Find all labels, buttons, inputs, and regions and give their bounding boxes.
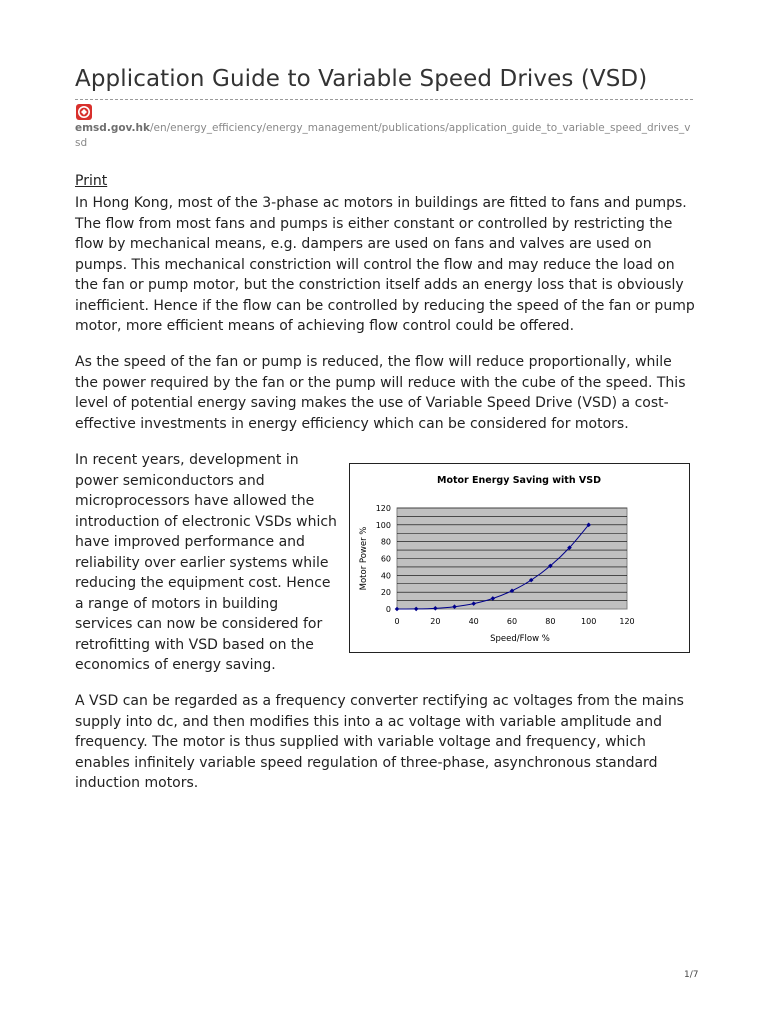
- paragraph-energy-saving: As the speed of the fan or pump is reduced, the flow will reduce proportionally, while the power required by the fan or the pump will reduce with the cube of the speed. This level of potential energy saving makes the use of Variable Speed Drive (VSD) a cost-effective investments in energy efficiency which can be considered for motors.: [75, 354, 686, 432]
- y-tick-label: 120: [375, 504, 391, 513]
- x-tick-label: 60: [506, 617, 518, 626]
- paragraph-vsd-definition: A VSD can be regarded as a frequency converter rectifying ac voltages from the mains supply into dc, and then modifies this into a ac voltage with variable amplitude and frequency. The motor is thus supplied with variable voltage and frequency, which enables infinitely variable speed regulation of three-phase, asynchronous standard induction motors.: [75, 693, 684, 791]
- y-tick-label: 40: [380, 571, 391, 581]
- source-domain[interactable]: emsd.gov.hk: [75, 122, 150, 134]
- y-tick-label: 80: [380, 537, 391, 547]
- x-tick-label: 80: [545, 617, 556, 626]
- title-divider: [75, 99, 693, 100]
- paragraph-recent-years: In recent years, development in power semiconductors and microprocessors have allowed the introduction of electronic VSDs which have improved performance and reliability over earlier systems while reducing the equipment cost. Hence a range of motors in building services can now be considered for retrofitting with VSD based on the economics of energy saving.: [75, 452, 337, 673]
- source-url[interactable]: [75, 121, 695, 151]
- x-axis-label: Speed/Flow %: [490, 634, 550, 644]
- y-tick-label: 0: [385, 605, 391, 614]
- x-tick-label: 0: [394, 617, 400, 626]
- chart-title: Motor Energy Saving with VSD: [436, 475, 602, 486]
- x-tick-label: 40: [468, 617, 479, 626]
- y-tick-label: 100: [375, 520, 391, 530]
- x-tick-label: 100: [581, 617, 597, 626]
- y-axis-label: Motor Power %: [359, 526, 369, 591]
- paragraph-intro: In Hong Kong, most of the 3-phase ac motors in buildings are fitted to fans and pumps. The flow from most fans and pumps is either constant or controlled by restricting the flow by mechanical means, e.g. dampers are used on fans and valves are used on pumps. This mechanical constriction will control the flow and may reduce the load on the fan or pump motor, but the constriction itself adds an energy loss that is obviously inefficient. Hence if the flow can be controlled by reducing the speed of the fan or pump motor, more efficient means of achieving flow control could be offered.: [75, 195, 695, 334]
- motor-energy-chart: [349, 463, 690, 653]
- page-number: 1/7: [684, 970, 699, 980]
- print-link[interactable]: Print: [75, 173, 108, 189]
- page-title: Application Guide to Variable Speed Drives (VSD): [75, 66, 648, 92]
- x-tick-label: 120: [619, 617, 635, 626]
- y-tick-label: 20: [380, 588, 391, 598]
- emsd-logo-icon: [76, 104, 92, 120]
- y-tick-label: 60: [380, 554, 391, 564]
- source-path[interactable]: /en/energy_efficiency/energy_management/publications/application_guide_to_variable_speed_drives_vsd: [75, 122, 691, 149]
- x-tick-label: 20: [430, 617, 441, 626]
- chart-svg: [350, 464, 689, 652]
